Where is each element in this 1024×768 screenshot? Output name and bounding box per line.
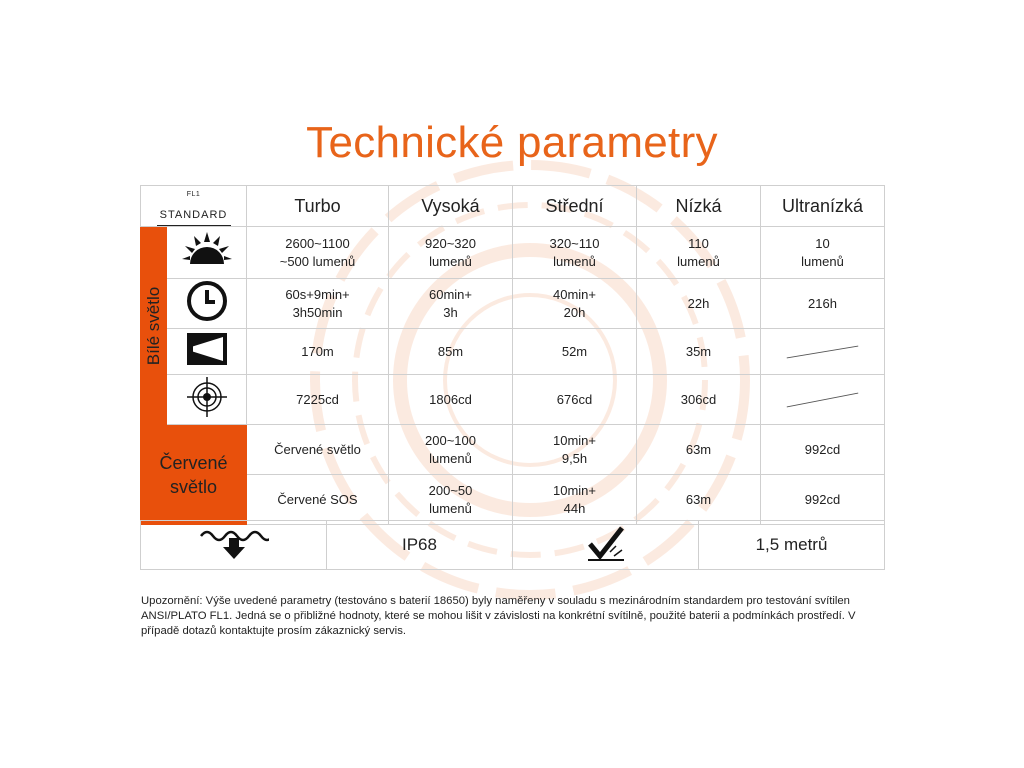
table-cell: 10min+ 44h (513, 475, 637, 525)
table-row (141, 375, 885, 425)
table-cell: 10 lumenů (761, 227, 885, 279)
column-header: Vysoká (389, 186, 513, 227)
table-cell: 992cd (761, 425, 885, 475)
table-cell: 200~50 lumenů (389, 475, 513, 525)
standard-label: STANDARD (157, 206, 231, 226)
column-header: Nízká (637, 186, 761, 227)
table-cell: 676cd (513, 375, 637, 425)
table-cell: 7225cd (247, 375, 389, 425)
table-row (141, 475, 885, 525)
column-header: Střední (513, 186, 637, 227)
table-cell: 306cd (637, 375, 761, 425)
empty-slash-mark (761, 390, 884, 410)
durability-table (140, 520, 885, 570)
row-label: Červené světlo (247, 425, 389, 475)
table-cell: 63m (637, 475, 761, 525)
impact-resistance-value: 1,5 metrů (699, 521, 885, 570)
not-applicable-cell (761, 329, 885, 375)
column-header: Turbo (247, 186, 389, 227)
red-light-section-label: Červené světlo (141, 425, 247, 525)
table-cell: 216h (761, 279, 885, 329)
table-row (141, 425, 885, 475)
not-applicable-cell (761, 375, 885, 425)
table-cell: 40min+ 20h (513, 279, 637, 329)
runtime-clock-icon (167, 279, 247, 329)
table-cell: 85m (389, 329, 513, 375)
table-cell: 200~100 lumenů (389, 425, 513, 475)
table-cell: 63m (637, 425, 761, 475)
table-cell: 35m (637, 329, 761, 375)
table-row (141, 329, 885, 375)
table-cell: 2600~1100 ~500 lumenů (247, 227, 389, 279)
disclaimer-note: Upozornění: Výše uvedené parametry (testováno s baterií 18650) byly naměřeny v souladu s mezinárodním standardem pro testování svítilen ANSI/PLATO FL1. Jedná se o přibližné hodnoty, které se mohou lišit v závislosti na konkrétní svítilně, použité baterii a podmínkách prostředí. V případě dotazů kontaktujte prosím zákaznický servis. (141, 595, 856, 637)
table-cell: 320~110 lumenů (513, 227, 637, 279)
brightness-sun-icon (167, 227, 247, 279)
table-cell: 110 lumenů (637, 227, 761, 279)
column-header: Ultranízká (761, 186, 885, 227)
table-row (141, 227, 885, 279)
fl1-label: FL1 (186, 191, 201, 198)
row-label: Červené SOS (247, 475, 389, 525)
table-row (141, 279, 885, 329)
table-cell: 52m (513, 329, 637, 375)
table-cell: 170m (247, 329, 389, 375)
page-title: Technické parametry (306, 118, 718, 167)
table-cell: 60min+ 3h (389, 279, 513, 329)
table-cell: 60s+9min+ 3h50min (247, 279, 389, 329)
table-cell: 10min+ 9,5h (513, 425, 637, 475)
table-cell: 920~320 lumenů (389, 227, 513, 279)
intensity-target-icon (167, 375, 247, 425)
header-row (141, 186, 885, 227)
table-cell: 992cd (761, 475, 885, 525)
table-cell: 1806cd (389, 375, 513, 425)
white-light-section-label: Bílé světlo (141, 227, 167, 425)
waterproof-rating: IP68 (327, 521, 513, 570)
impact-resistance-icon (513, 521, 699, 570)
waterproof-icon (141, 521, 327, 570)
fl1-standard-logo (141, 186, 247, 227)
empty-slash-mark (761, 342, 884, 362)
beam-distance-icon (167, 329, 247, 375)
table-cell: 22h (637, 279, 761, 329)
specs-table (140, 185, 885, 525)
